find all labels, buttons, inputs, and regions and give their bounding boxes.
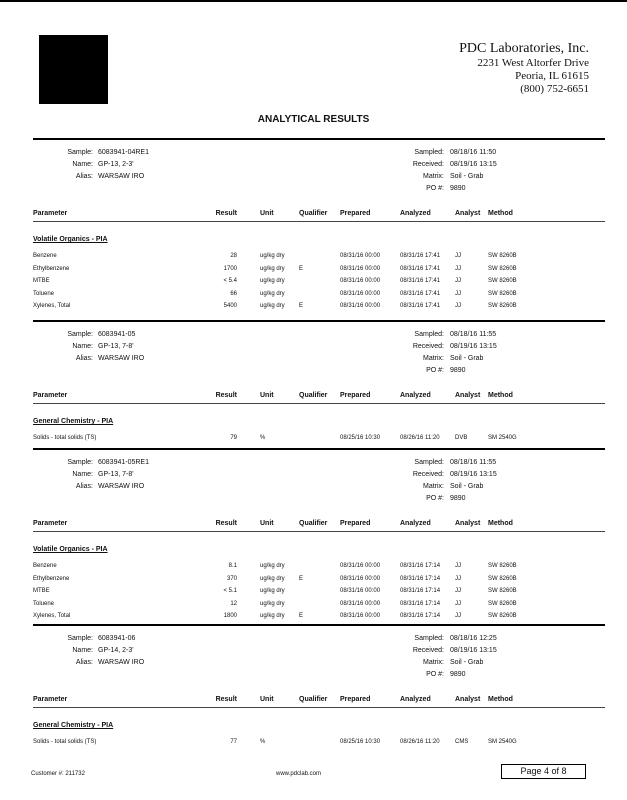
label-sample: Sample: xyxy=(67,635,93,642)
customer-number: Customer #: 211732 xyxy=(31,771,85,777)
sample-received: 08/19/16 13:15 xyxy=(450,343,497,350)
result-cell: SW 8260B xyxy=(488,278,517,284)
header-rule xyxy=(33,403,605,404)
parameter-name: Solids - total solids (TS) xyxy=(33,435,97,441)
label-alias: Alias: xyxy=(75,173,93,180)
column-header: Analyst xyxy=(455,392,481,399)
result-cell: 08/31/16 17:41 xyxy=(400,278,441,284)
column-header: Analyst xyxy=(455,520,481,527)
result-cell: JJ xyxy=(455,575,461,582)
label-matrix: Matrix: xyxy=(423,659,444,666)
column-header: Qualifier xyxy=(299,392,328,399)
result-cell: 08/31/16 17:41 xyxy=(400,265,441,272)
label-po: PO #: xyxy=(426,671,444,678)
sample-alias: WARSAW IRO xyxy=(98,659,145,666)
sample-matrix: Soil - Grab xyxy=(450,483,484,490)
result-cell: 79 xyxy=(230,435,237,441)
label-sample: Sample: xyxy=(67,149,93,156)
result-cell: 12 xyxy=(230,600,237,607)
column-header: Result xyxy=(215,210,237,217)
parameter-name: Toluene xyxy=(33,600,55,607)
label-alias: Alias: xyxy=(75,483,93,490)
result-cell: < 5.1 xyxy=(223,588,237,594)
result-cell: 370 xyxy=(226,575,237,582)
website: www.pdclab.com xyxy=(276,771,322,777)
column-header: Unit xyxy=(260,210,274,217)
sample-po: 9890 xyxy=(450,367,466,374)
sample-sampled: 08/18/16 11:55 xyxy=(450,331,497,338)
sample-separator xyxy=(33,624,605,626)
result-cell: SM 2540G xyxy=(488,435,517,441)
result-cell: JJ xyxy=(455,253,461,259)
label-sampled: Sampled: xyxy=(414,635,444,642)
result-cell: 08/26/16 11:20 xyxy=(400,435,440,441)
sample-sampled: 08/18/16 12:25 xyxy=(450,635,497,642)
label-sampled: Sampled: xyxy=(414,459,444,466)
sample-sample: 6083941-05RE1 xyxy=(98,459,149,466)
result-cell: JJ xyxy=(455,613,461,619)
result-cell: JJ xyxy=(455,588,461,594)
label-alias: Alias: xyxy=(75,659,93,666)
result-cell: 08/31/16 17:14 xyxy=(400,600,441,607)
column-header: Unit xyxy=(260,392,274,399)
result-cell: ug/kg dry xyxy=(260,290,285,297)
lab-address-line2: Peoria, IL 61615 xyxy=(515,70,589,82)
column-header: Analyzed xyxy=(400,392,431,399)
result-cell: SW 8260B xyxy=(488,290,517,297)
result-cell: 28 xyxy=(230,253,237,259)
result-cell: JJ xyxy=(455,278,461,284)
section-title: Volatile Organics - PIA xyxy=(33,546,108,553)
sample-separator xyxy=(33,448,605,450)
column-header: Method xyxy=(488,520,513,527)
result-cell: E xyxy=(299,575,304,582)
result-cell: % xyxy=(260,435,266,441)
result-cell: 77 xyxy=(230,739,237,745)
column-header: Unit xyxy=(260,696,274,703)
label-po: PO #: xyxy=(426,185,444,192)
label-sample: Sample: xyxy=(67,331,93,338)
lab-phone: (800) 752-6651 xyxy=(520,83,589,95)
sample-alias: WARSAW IRO xyxy=(98,355,145,362)
sample-name: GP-13, 7-8' xyxy=(98,343,134,350)
result-cell: SW 8260B xyxy=(488,253,517,259)
result-cell: 08/31/16 00:00 xyxy=(340,575,381,582)
result-cell: ug/kg dry xyxy=(260,613,285,619)
column-header: Result xyxy=(215,392,237,399)
redacted-logo xyxy=(39,35,108,104)
result-cell: 08/31/16 17:41 xyxy=(400,253,441,259)
sample-separator xyxy=(33,138,605,140)
column-header: Qualifier xyxy=(299,520,328,527)
lab-name: PDC Laboratories, Inc. xyxy=(459,41,589,56)
label-received: Received: xyxy=(412,471,444,478)
result-cell: E xyxy=(299,613,304,619)
column-header: Method xyxy=(488,392,513,399)
label-sample: Sample: xyxy=(67,459,93,466)
result-cell: 08/31/16 00:00 xyxy=(340,588,381,594)
section-title: General Chemistry - PIA xyxy=(33,722,114,729)
result-cell: ug/kg dry xyxy=(260,588,285,594)
result-cell: 08/31/16 17:41 xyxy=(400,290,441,297)
label-matrix: Matrix: xyxy=(423,355,444,362)
sample-alias: WARSAW IRO xyxy=(98,483,145,490)
sample-sampled: 08/18/16 11:55 xyxy=(450,459,497,466)
column-header: Result xyxy=(215,696,237,703)
label-po: PO #: xyxy=(426,495,444,502)
top-border xyxy=(0,0,627,2)
result-cell: 66 xyxy=(230,290,237,297)
column-header: Method xyxy=(488,210,513,217)
parameter-name: Xylenes, Total xyxy=(33,613,71,619)
sample-name: GP-13, 7-8' xyxy=(98,471,134,478)
parameter-name: Solids - total solids (TS) xyxy=(33,739,97,745)
result-cell: SW 8260B xyxy=(488,613,517,619)
result-cell: 08/31/16 00:00 xyxy=(340,278,381,284)
label-name: Name: xyxy=(72,343,93,350)
column-header: Prepared xyxy=(340,210,371,217)
result-cell: 08/31/16 00:00 xyxy=(340,613,381,619)
sample-po: 9890 xyxy=(450,495,466,502)
column-header: Analyst xyxy=(455,696,481,703)
result-cell: JJ xyxy=(455,563,461,569)
sample-sampled: 08/18/16 11:50 xyxy=(450,149,497,156)
result-cell: SW 8260B xyxy=(488,265,517,272)
label-name: Name: xyxy=(72,647,93,654)
lab-address-line1: 2231 West Altorfer Drive xyxy=(477,57,589,69)
parameter-name: Ethylbenzene xyxy=(33,575,70,582)
result-cell: 08/31/16 17:14 xyxy=(400,588,441,594)
label-received: Received: xyxy=(412,161,444,168)
result-cell: E xyxy=(299,265,304,272)
result-cell: 08/25/16 10:30 xyxy=(340,435,381,441)
result-cell: 08/31/16 17:14 xyxy=(400,613,441,619)
result-cell: 08/31/16 00:00 xyxy=(340,600,381,607)
sample-sample: 6083941-05 xyxy=(98,331,136,338)
column-header: Analyzed xyxy=(400,210,431,217)
sample-name: GP-14, 2-3' xyxy=(98,647,134,654)
column-header: Parameter xyxy=(33,210,68,217)
result-cell: 08/31/16 17:14 xyxy=(400,575,441,582)
sample-alias: WARSAW IRO xyxy=(98,173,145,180)
result-cell: CMS xyxy=(455,739,469,745)
parameter-name: Toluene xyxy=(33,290,55,297)
result-cell: 5400 xyxy=(223,303,237,309)
label-po: PO #: xyxy=(426,367,444,374)
column-header: Prepared xyxy=(340,696,371,703)
result-cell: SW 8260B xyxy=(488,588,517,594)
result-cell: SW 8260B xyxy=(488,600,517,607)
header-rule xyxy=(33,221,605,222)
result-cell: 1700 xyxy=(223,265,237,272)
sample-po: 9890 xyxy=(450,671,466,678)
result-cell: DVB xyxy=(455,435,468,441)
sample-po: 9890 xyxy=(450,185,466,192)
sample-received: 08/19/16 13:15 xyxy=(450,161,497,168)
result-cell: ug/kg dry xyxy=(260,265,285,272)
label-name: Name: xyxy=(72,161,93,168)
parameter-name: Benzene xyxy=(33,253,57,259)
sample-received: 08/19/16 13:15 xyxy=(450,471,497,478)
result-cell: % xyxy=(260,739,266,745)
result-cell: 08/31/16 00:00 xyxy=(340,290,381,297)
header-rule xyxy=(33,707,605,708)
result-cell: JJ xyxy=(455,303,461,309)
result-cell: ug/kg dry xyxy=(260,563,285,569)
column-header: Prepared xyxy=(340,392,371,399)
sample-matrix: Soil - Grab xyxy=(450,355,484,362)
section-title: Volatile Organics - PIA xyxy=(33,236,108,243)
result-cell: 08/31/16 17:41 xyxy=(400,303,441,309)
column-header: Unit xyxy=(260,520,274,527)
label-matrix: Matrix: xyxy=(423,173,444,180)
result-cell: SW 8260B xyxy=(488,575,517,582)
column-header: Analyzed xyxy=(400,696,431,703)
column-header: Analyzed xyxy=(400,520,431,527)
result-cell: ug/kg dry xyxy=(260,303,285,309)
result-cell: ug/kg dry xyxy=(260,278,285,284)
result-cell: JJ xyxy=(455,265,461,272)
result-cell: 8.1 xyxy=(228,563,237,569)
label-received: Received: xyxy=(412,343,444,350)
parameter-name: Xylenes, Total xyxy=(33,303,71,309)
column-header: Qualifier xyxy=(299,696,328,703)
column-header: Method xyxy=(488,696,513,703)
label-received: Received: xyxy=(412,647,444,654)
sample-sample: 6083941-04RE1 xyxy=(98,149,149,156)
column-header: Parameter xyxy=(33,392,68,399)
column-header: Result xyxy=(215,520,237,527)
result-cell: 1800 xyxy=(223,613,237,619)
result-cell: ug/kg dry xyxy=(260,253,285,259)
result-cell: JJ xyxy=(455,600,461,607)
result-cell: ug/kg dry xyxy=(260,575,285,582)
result-cell: JJ xyxy=(455,290,461,297)
column-header: Prepared xyxy=(340,520,371,527)
result-cell: SW 8260B xyxy=(488,563,517,569)
section-title: General Chemistry - PIA xyxy=(33,418,114,425)
label-sampled: Sampled: xyxy=(414,331,444,338)
report-title: ANALYTICAL RESULTS xyxy=(257,114,370,125)
parameter-name: Ethylbenzene xyxy=(33,265,70,272)
result-cell: 08/31/16 17:14 xyxy=(400,563,441,569)
column-header: Parameter xyxy=(33,520,68,527)
parameter-name: MTBE xyxy=(33,278,50,284)
result-cell: < 5.4 xyxy=(223,278,237,284)
parameter-name: MTBE xyxy=(33,588,50,594)
parameter-name: Benzene xyxy=(33,563,57,569)
sample-matrix: Soil - Grab xyxy=(450,173,484,180)
sample-matrix: Soil - Grab xyxy=(450,659,484,666)
result-cell: 08/31/16 00:00 xyxy=(340,303,381,309)
result-cell: 08/26/16 11:20 xyxy=(400,739,440,745)
label-sampled: Sampled: xyxy=(414,149,444,156)
page-number: Page 4 of 8 xyxy=(501,764,586,779)
label-name: Name: xyxy=(72,471,93,478)
label-matrix: Matrix: xyxy=(423,483,444,490)
result-cell: SW 8260B xyxy=(488,303,517,309)
result-cell: 08/31/16 00:00 xyxy=(340,253,381,259)
sample-received: 08/19/16 13:15 xyxy=(450,647,497,654)
sample-sample: 6083941-06 xyxy=(98,635,136,642)
sample-separator xyxy=(33,320,605,322)
result-cell: 08/25/16 10:30 xyxy=(340,739,381,745)
column-header: Analyst xyxy=(455,210,481,217)
result-cell: E xyxy=(299,303,304,309)
column-header: Qualifier xyxy=(299,210,328,217)
column-header: Parameter xyxy=(33,696,68,703)
header-rule xyxy=(33,531,605,532)
sample-name: GP-13, 2-3' xyxy=(98,161,134,168)
result-cell: 08/31/16 00:00 xyxy=(340,265,381,272)
label-alias: Alias: xyxy=(75,355,93,362)
result-cell: SM 2540G xyxy=(488,739,517,745)
result-cell: 08/31/16 00:00 xyxy=(340,563,381,569)
result-cell: ug/kg dry xyxy=(260,600,285,607)
